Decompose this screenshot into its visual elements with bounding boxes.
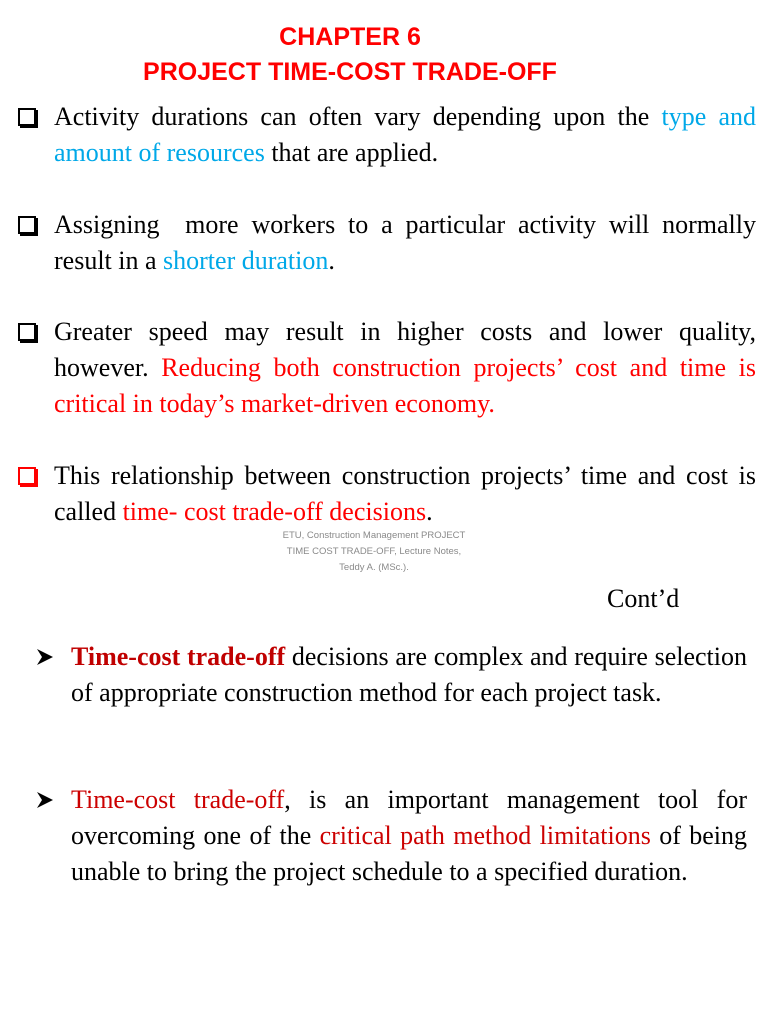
arrow-item-management-tool	[36, 782, 747, 890]
checkbox-bullet-icon	[18, 323, 36, 341]
bullet-relationship	[18, 458, 756, 530]
bullet-workers	[18, 207, 763, 279]
arrow-bullet-icon	[36, 791, 54, 809]
highlight-cpm-limitations: critical path method limitations	[319, 821, 651, 850]
arrow-item-decisions	[36, 639, 747, 711]
bullet-resources	[18, 99, 756, 171]
bullet-text: Activity durations can often vary depending upon the type and amount of resources that are applied.	[54, 102, 756, 167]
arrow-item-text: Time-cost trade-off decisions are complex and require selection of appropriate construction method for each project task.	[71, 642, 747, 707]
highlight-reducing-cost-time: Reducing both construction projects’ cost and time is critical in today’s market-driven economy.	[54, 353, 756, 418]
bullet-speed	[18, 314, 756, 422]
bullet-text: Assigning more workers to a particular activity will normally result in a shorter duration.	[54, 210, 763, 275]
arrow-item-text: Time-cost trade-off, is an important management tool for overcoming one of the critical path method limitations of being unable to bring the project schedule to a specified duration.	[71, 785, 748, 886]
highlight-time-cost-trade-off: Time-cost trade-off	[71, 642, 286, 671]
arrow-bullet-icon	[36, 648, 54, 666]
highlight-resources: type and amount of resources	[54, 102, 756, 167]
highlight-time-cost-trade-off: Time-cost trade-off	[71, 785, 285, 814]
checkbox-bullet-icon	[18, 467, 36, 485]
bullet-text: Greater speed may result in higher costs and lower quality, however. Reducing both construction projects’ cost and time is critical in today’s market-driven economy.	[54, 317, 756, 418]
highlight-shorter-duration: shorter duration	[163, 246, 329, 275]
slide-footnote: ETU, Construction Management PROJECT TIME COST TRADE-OFF, Lecture Notes, Teddy A. (MSc.).	[282, 530, 466, 573]
chapter-label: CHAPTER 6	[279, 23, 421, 51]
highlight-trade-off-decisions: time- cost trade-off decisions	[122, 497, 427, 526]
contd-label: Cont’d	[607, 584, 680, 613]
bullet-text: This relationship between construction projects’ time and cost is called time- cost trade-off decisions.	[54, 461, 756, 526]
checkbox-bullet-icon	[18, 216, 36, 234]
checkbox-bullet-icon	[18, 108, 36, 126]
page-title: PROJECT TIME-COST TRADE-OFF	[143, 58, 557, 86]
